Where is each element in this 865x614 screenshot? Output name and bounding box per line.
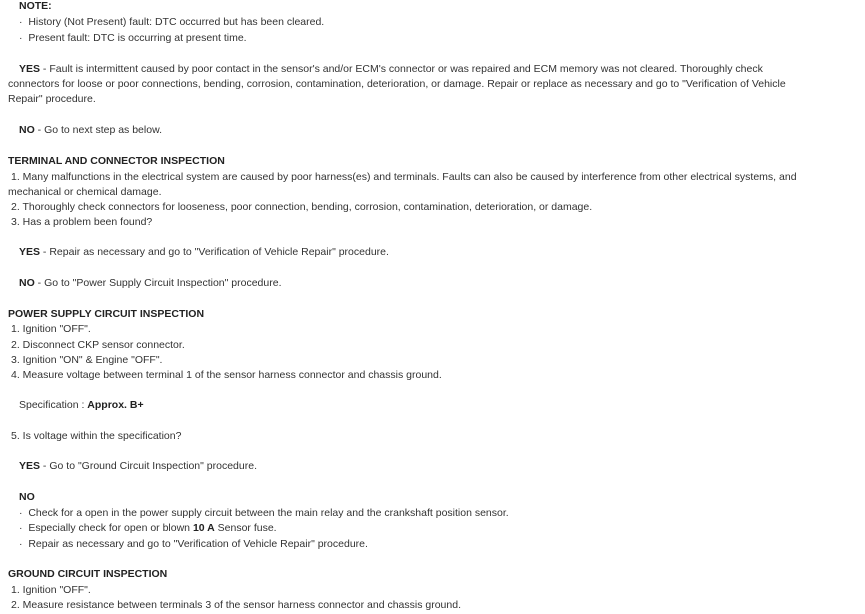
terminal-heading: TERMINAL AND CONNECTOR INSPECTION xyxy=(8,155,225,167)
bullet: · xyxy=(19,507,29,519)
yes-label: YES xyxy=(19,460,41,472)
intermittent-yes-line1 xyxy=(19,62,763,77)
power-yes xyxy=(19,459,257,474)
power-no-item-2 xyxy=(19,521,277,536)
bullet: · xyxy=(19,538,29,550)
spec-value: Approx. B+ xyxy=(87,399,144,411)
power-no-item-3 xyxy=(19,537,368,552)
note-title: NOTE: xyxy=(19,0,52,12)
intermittent-yes-line3: Repair" procedure. xyxy=(8,93,96,105)
terminal-step1-line1: 1. Many malfunctions in the electrical system are caused by poor harness(es) and terminals. Faults can also be caused by interference from other electrical systems, and xyxy=(11,171,797,183)
yes-label: YES xyxy=(19,246,41,258)
bullet: · xyxy=(19,16,29,28)
note-item-text: History (Not Present) fault: DTC occurred but has been cleared. xyxy=(28,16,325,28)
no-item-text-post: Sensor fuse. xyxy=(214,522,277,534)
note-item-present xyxy=(19,31,247,46)
no-item-text: Repair as necessary and go to "Verification of Vehicle Repair" procedure. xyxy=(28,538,368,550)
power-heading: POWER SUPPLY CIRCUIT INSPECTION xyxy=(8,308,205,320)
no-text: - Go to next step as below. xyxy=(34,124,162,136)
bullet: · xyxy=(19,32,29,44)
power-no-item-1 xyxy=(19,506,509,521)
no-item-text-pre: Especially check for open or blown xyxy=(28,522,193,534)
yes-text: - Go to "Ground Circuit Inspection" procedure. xyxy=(40,460,257,472)
power-step2: 2. Disconnect CKP sensor connector. xyxy=(11,339,185,351)
spec-label: Specification : xyxy=(19,399,88,411)
terminal-step2: 2. Thoroughly check connectors for looseness, poor connection, bending, corrosion, contamination, deterioration, or damage. xyxy=(11,201,593,213)
no-label: NO xyxy=(19,277,35,289)
fuse-rating: 10 A xyxy=(192,522,215,534)
yes-text: - Repair as necessary and go to "Verification of Vehicle Repair" procedure. xyxy=(40,246,389,258)
intermittent-no xyxy=(19,123,162,138)
power-step4: 4. Measure voltage between terminal 1 of the sensor harness connector and chassis ground. xyxy=(11,369,442,381)
terminal-step1-line2: mechanical or chemical damage. xyxy=(8,186,162,198)
power-no-label: NO xyxy=(19,491,35,503)
yes-text: - Fault is intermittent caused by poor contact in the sensor's and/or ECM's connector or was repaired and ECM memory was not cleared. Thoroughly check xyxy=(40,63,763,75)
ground-step1: 1. Ignition "OFF". xyxy=(11,584,91,596)
note-item-text: Present fault: DTC is occurring at present time. xyxy=(28,32,247,44)
power-step3: 3. Ignition "ON" & Engine "OFF". xyxy=(11,354,163,366)
no-label: NO xyxy=(19,124,35,136)
no-item-text: Check for a open in the power supply circuit between the main relay and the crankshaft position sensor. xyxy=(28,507,509,519)
terminal-no xyxy=(19,276,282,291)
ground-step2: 2. Measure resistance between terminals 3 of the sensor harness connector and chassis ground. xyxy=(11,599,461,611)
power-step1: 1. Ignition "OFF". xyxy=(11,323,91,335)
intermittent-yes-line2: connectors for loose or poor connections, bending, corrosion, contamination, deterioration, or damage. Repair or replace as necessary and go to "Verification of Vehicle xyxy=(8,78,786,90)
power-step5: 5. Is voltage within the specification? xyxy=(11,430,182,442)
power-specification xyxy=(19,398,144,413)
terminal-step3: 3. Has a problem been found? xyxy=(11,216,153,228)
terminal-yes xyxy=(19,245,389,260)
ground-heading: GROUND CIRCUIT INSPECTION xyxy=(8,568,168,580)
note-item-history xyxy=(19,15,324,30)
bullet: · xyxy=(19,522,29,534)
no-text: - Go to "Power Supply Circuit Inspection" procedure. xyxy=(34,277,282,289)
yes-label: YES xyxy=(19,63,41,75)
